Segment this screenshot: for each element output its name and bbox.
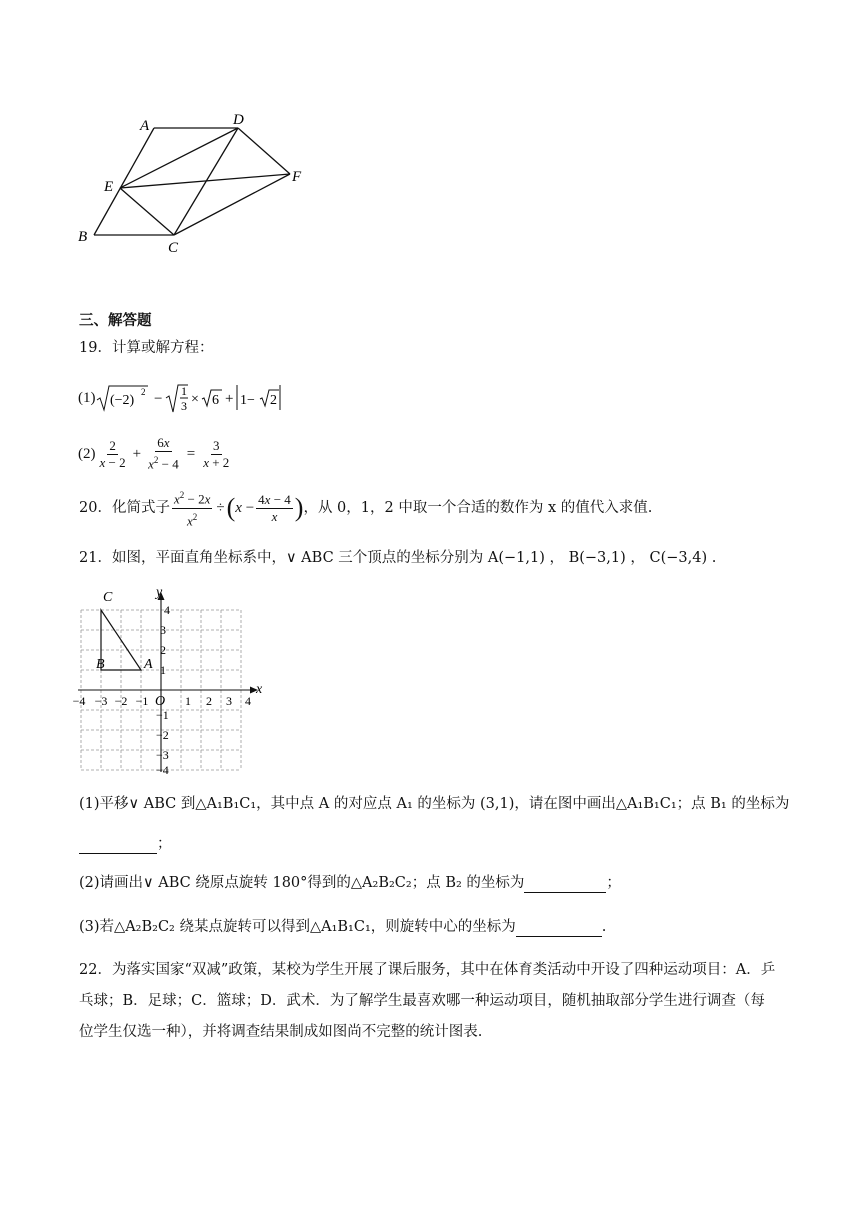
x-tick: −2	[114, 694, 128, 708]
q21-p3-text: (3)若△A₂B₂C₂ 绕某点旋转可以得到△A₁B₁C₁，则旋转中心的坐标为	[79, 919, 516, 935]
x-tick: 3	[226, 694, 232, 708]
q21-p2-end: ；	[606, 875, 621, 891]
q21-p2-text: (2)请画出∨ ABC 绕原点旋转 180°得到的△A₂B₂C₂；点 B₂ 的坐标为	[79, 875, 525, 891]
q22-line1: 22．为落实国家“双减”政策，某校为学生开展了课后服务，其中在体育类活动中开设了四种运动项目：A．乒	[79, 962, 776, 978]
geometry-figure-abcdef	[70, 108, 320, 258]
origin-label: O	[155, 694, 166, 709]
label-E: E	[104, 179, 114, 195]
svg-text:×: ×	[190, 392, 199, 407]
svg-text:+: +	[224, 391, 233, 407]
q21-stem: 21．如图，平面直角坐标系中，∨ ABC 三个顶点的坐标分别为 A(−1,1) ， B(−3,1) ， C(−3,4) .	[79, 550, 717, 566]
q20-fraction: $\frac{x^2 - 2x}{x^2}$	[173, 490, 211, 528]
y-tick: −4	[156, 763, 169, 777]
x-tick: 4	[245, 694, 251, 708]
axis-label-x: x	[256, 682, 263, 697]
q22-line3: 位学生仅选一种），并将调查结果制成如图尚不完整的统计图表.	[79, 1024, 483, 1040]
y-tick: 1	[160, 663, 166, 677]
q21-part1-answer-line	[79, 834, 172, 854]
grid-label-B: B	[96, 657, 105, 672]
label-B: B	[78, 229, 88, 245]
q20-lead: 20．化简式子	[79, 500, 170, 516]
y-tick: 4	[164, 603, 170, 617]
q19-p1-label: (1)	[78, 389, 96, 406]
grid-label-A: A	[144, 657, 153, 672]
q21-p1-end: ；	[157, 836, 172, 852]
label-F: F	[292, 169, 302, 185]
q19-stem: 19．计算或解方程：	[79, 340, 214, 356]
svg-text:6: 6	[211, 393, 219, 408]
x-tick: 1	[185, 694, 191, 708]
q19-p1-expression	[96, 382, 286, 414]
q20-tail: ，从 0，1，2 中取一个合适的数作为 x 的值代入求值.	[303, 500, 653, 516]
x-tick: −4	[72, 694, 86, 708]
axis-label-y: y	[156, 585, 163, 600]
x-tick: 2	[206, 694, 212, 708]
y-tick: 3	[160, 623, 166, 637]
section-title: 三、解答题	[79, 312, 152, 329]
coordinate-grid	[72, 582, 276, 777]
q21-part2	[79, 873, 621, 893]
q22-line2: 乓球；B．足球；C．篮球；D．武术．为了解学生最喜欢哪一种运动项目，随机抽取部分学生进行调查（每	[79, 993, 765, 1009]
q21-part1: (1)平移∨ ABC 到△A₁B₁C₁，其中点 A 的对应点 A₁ 的坐标为 (3,1)，请在图中画出△A₁B₁C₁；点 B₁ 的坐标为	[79, 796, 790, 812]
answer-blank[interactable]	[524, 878, 606, 893]
svg-text:(−2): (−2)	[109, 393, 134, 408]
q21-p3-end: .	[601, 919, 607, 935]
q19-part2: (2) $\frac{2}{x - 2}$ + $\frac{6x}{x^2 - 4}$ = $\frac{3}{x + 2}$	[78, 435, 230, 472]
label-A: A	[140, 118, 150, 134]
svg-text:2: 2	[269, 393, 277, 408]
svg-text:2: 2	[140, 387, 145, 397]
x-tick: −1	[135, 694, 149, 708]
svg-text:1−: 1−	[239, 393, 255, 408]
q19-part1	[78, 382, 286, 414]
q19-p2-label: (2)	[78, 445, 96, 462]
svg-text:1: 1	[180, 384, 187, 398]
grid-label-C: C	[103, 590, 113, 605]
svg-text:3: 3	[180, 399, 187, 413]
y-tick: −2	[156, 728, 169, 742]
q20: 20．化简式子 $\frac{x^2 - 2x}{x^2}$ ÷ ( x − $\frac{4x - 4}{x}$ ) ，从 0，1，2 中取一个合适的数作为 x 的值代入求值.	[79, 490, 653, 528]
answer-blank[interactable]	[516, 922, 602, 937]
svg-text:−: −	[153, 391, 162, 407]
y-tick: −3	[156, 748, 169, 762]
answer-blank[interactable]	[79, 839, 157, 854]
label-D: D	[233, 112, 244, 128]
y-tick: −1	[156, 708, 169, 722]
q21-part3	[79, 917, 606, 937]
label-C: C	[168, 240, 179, 256]
x-tick: −3	[94, 694, 108, 708]
y-tick: 2	[160, 643, 166, 657]
